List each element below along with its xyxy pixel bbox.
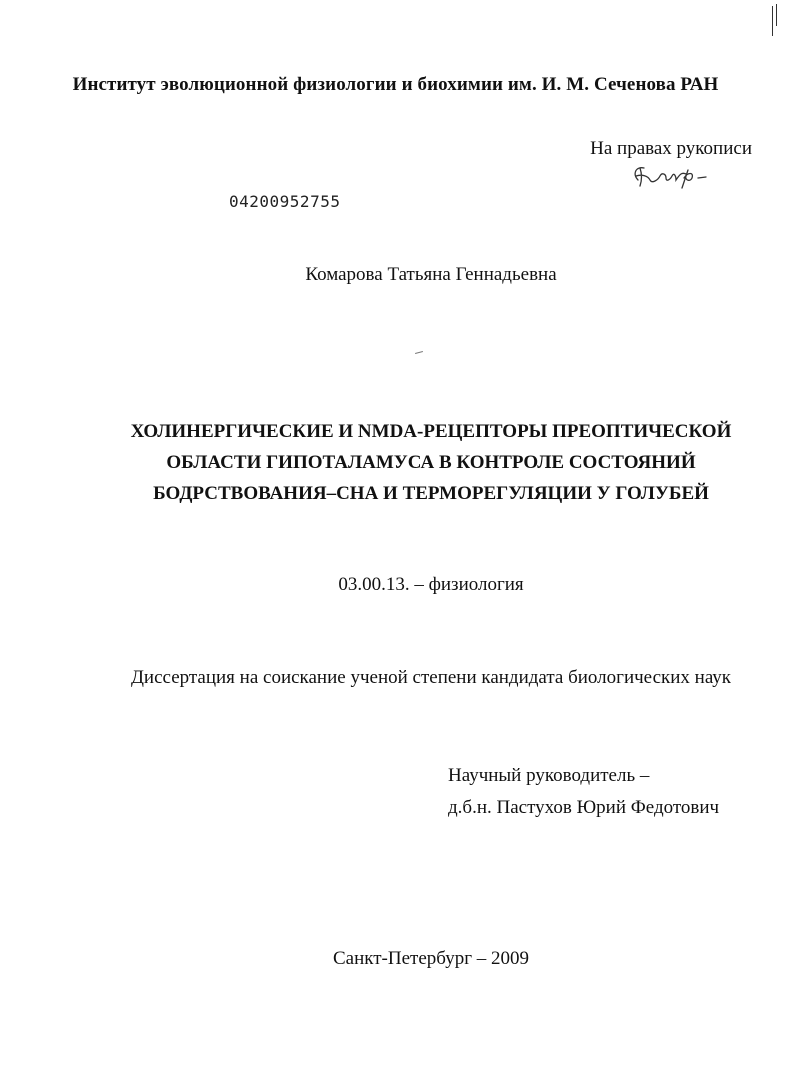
degree-statement: Диссертация на соискание ученой степени кандидата биологических наук	[130, 667, 732, 688]
handwritten-signature	[628, 160, 718, 190]
scan-mark-top-right	[772, 6, 773, 36]
title-line: ХОЛИНЕРГИЧЕСКИЕ И NMDA-РЕЦЕПТОРЫ ПРЕОПТИЧЕСКОЙ	[130, 421, 732, 442]
dissertation-title	[0, 416, 791, 509]
institute-name: Институт эволюционной физиологии и биохимии им. И. М. Сеченова РАН	[72, 74, 719, 95]
supervisor-block	[448, 760, 719, 824]
rights-note: На правах рукописи	[590, 138, 752, 159]
catalog-number: 04200952755	[229, 192, 341, 211]
scan-dash-mark	[415, 351, 423, 354]
scan-mark-top-right-2	[776, 4, 777, 26]
author-name: Комарова Татьяна Геннадьевна	[305, 264, 557, 285]
title-line: БОДРСТВОВАНИЯ–СНА И ТЕРМОРЕГУЛЯЦИИ У ГОЛУБЕЙ	[153, 483, 709, 504]
title-line: ОБЛАСТИ ГИПОТАЛАМУСА В КОНТРОЛЕ СОСТОЯНИЙ	[166, 452, 696, 473]
supervisor-label: Научный руководитель –	[448, 765, 650, 786]
city-year: Санкт-Петербург – 2009	[332, 948, 529, 969]
specialty-code: 03.00.13. – физиология	[338, 574, 524, 595]
supervisor-name: д.б.н. Пастухов Юрий Федотович	[448, 797, 720, 818]
